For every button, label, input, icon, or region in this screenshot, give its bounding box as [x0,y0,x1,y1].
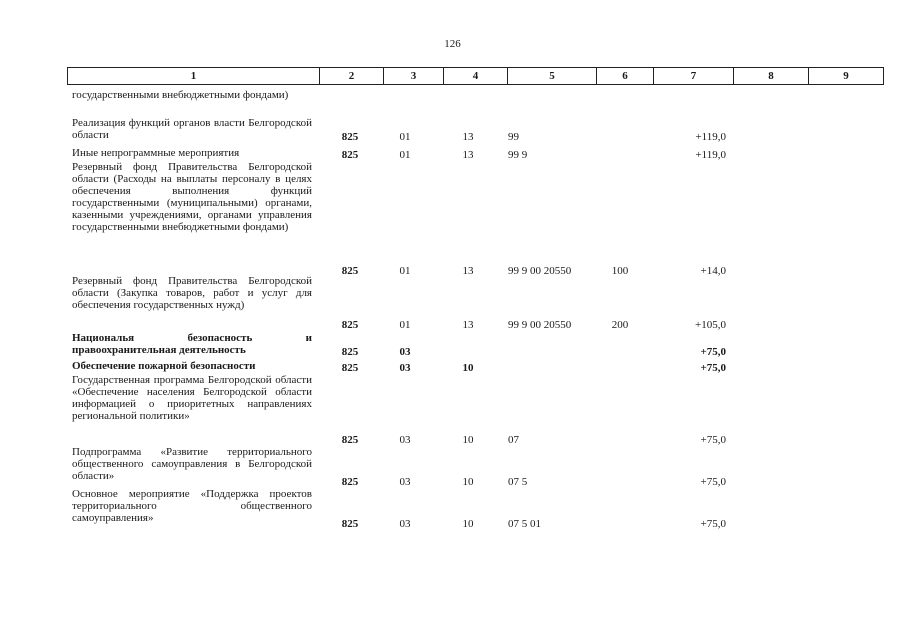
row-col-5: 99 [508,131,519,143]
row-description: Обеспечение пожарной безопасности [72,360,256,372]
header-col-6: 6 [596,68,653,84]
page-number: 126 [444,38,461,50]
row-col-6: 100 [611,265,629,277]
row-col-7: +75,0 [700,346,726,358]
row-col-4: 13 [462,149,474,161]
row-col-5: 99 9 00 20550 [508,265,572,277]
row-col-2: 825 [341,362,359,374]
row-description: Реализация функций органов власти Белгородской области [72,117,312,141]
row-col-7: +119,0 [695,149,726,161]
header-col-9: 9 [808,68,883,84]
row-description: Основное мероприятие «Поддержка проектов территориального общественного самоуправления» [72,488,312,524]
row-col-5: 99 9 [508,149,528,161]
row-col-5: 07 5 01 [508,518,541,530]
row-col-4: 13 [462,131,474,143]
row-col-2: 825 [341,518,359,530]
row-col-3: 01 [399,265,411,277]
row-col-7: +75,0 [700,518,726,530]
row-col-7: +75,0 [700,476,726,488]
row-col-2: 825 [341,476,359,488]
row-col-3: 01 [399,149,411,161]
row-description: Государственная программа Белгородской области «Обеспечение населения Белгородской области информацией о приоритетных направлениях региональной политики» [72,374,312,422]
row-description: Националья безопасность и правоохранительная деятельность [72,332,312,356]
row-col-3: 03 [399,476,411,488]
row-col-2: 825 [341,319,359,331]
row-col-3: 03 [399,346,411,358]
row-col-4: 13 [462,319,474,331]
row-col-7: +75,0 [700,434,726,446]
header-col-8: 8 [733,68,808,84]
header-col-2: 2 [319,68,383,84]
header-col-3: 3 [383,68,443,84]
row-col-6: 200 [611,319,629,331]
row-col-3: 01 [399,131,411,143]
row-col-2: 825 [341,149,359,161]
row-col-2: 825 [341,434,359,446]
row-col-7: +75,0 [700,362,726,374]
header-col-4: 4 [443,68,507,84]
row-col-2: 825 [341,265,359,277]
row-col-7: +105,0 [695,319,726,331]
row-description: Резервный фонд Правительства Белгородской области (Закупка товаров, работ и услуг для обеспечения государственных нужд) [72,275,312,311]
header-col-1: 1 [190,70,197,82]
row-col-7: +14,0 [700,265,726,277]
row-col-3: 03 [399,434,411,446]
row-description: Подпрограмма «Развитие территориального общественного самоуправления в Белгородской области» [72,446,312,482]
row-col-4: 10 [462,362,474,374]
row-col-5: 99 9 00 20550 [508,319,572,331]
row-col-3: 03 [399,362,411,374]
row-col-3: 01 [399,319,411,331]
row-col-5: 07 5 [508,476,528,488]
row-col-4: 10 [462,434,474,446]
header-col-5: 5 [507,68,596,84]
table-header [67,67,884,85]
row-col-4: 13 [462,265,474,277]
row-col-4: 10 [462,518,474,530]
row-col-2: 825 [341,131,359,143]
row-col-3: 03 [399,518,411,530]
header-col-7: 7 [653,68,733,84]
row-description: государственными внебюджетными фондами) [72,89,289,101]
row-description: Резервный фонд Правительства Белгородской области (Расходы на выплаты персоналу в целях обеспечения выполнения функций государственными (муниципальными) органами, казенными учреждениями, органами управления государственными внебюджетными фондами) [72,161,312,233]
row-col-2: 825 [341,346,359,358]
row-description: Иные непрограммные мероприятия [72,147,240,159]
row-col-4: 10 [462,476,474,488]
row-col-7: +119,0 [695,131,726,143]
row-col-5: 07 [508,434,519,446]
